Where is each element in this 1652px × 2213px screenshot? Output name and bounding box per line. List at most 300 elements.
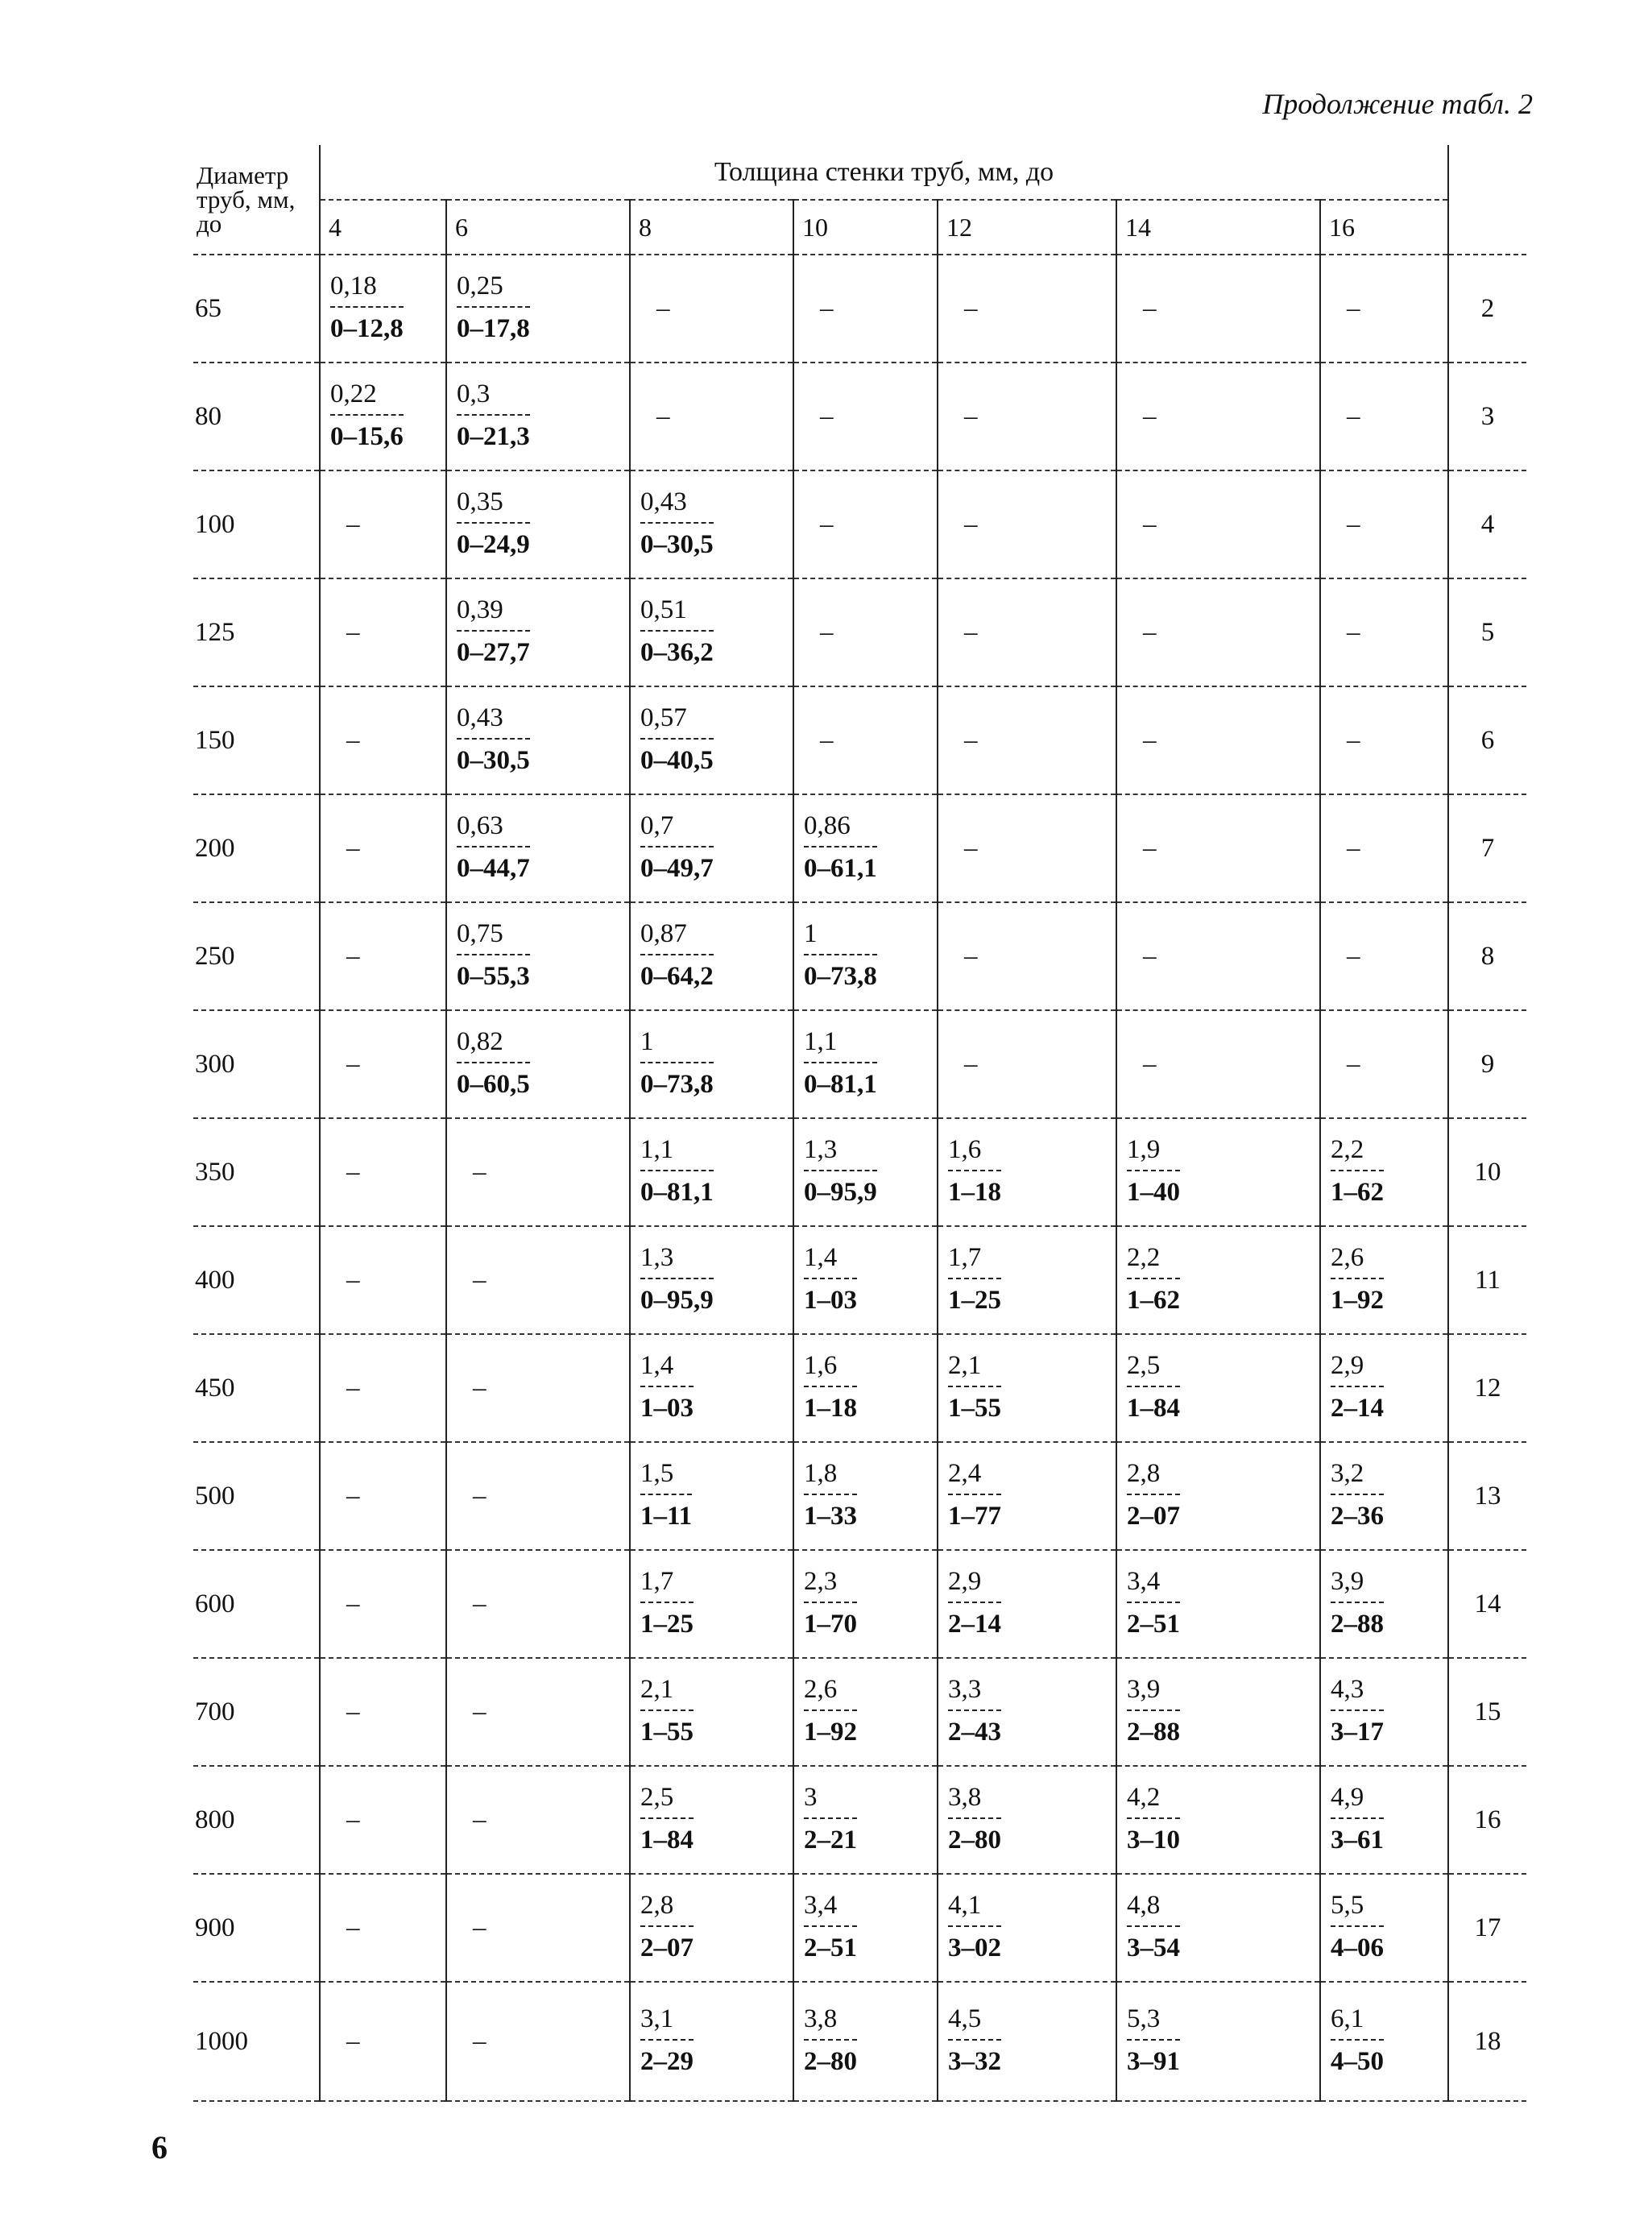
value-cell [320, 1226, 446, 1334]
empty-dash: – [964, 725, 978, 755]
fraction-denominator: 1–03 [804, 1286, 857, 1315]
fraction [640, 2006, 694, 2075]
empty-dash: – [346, 1157, 360, 1187]
fraction [640, 597, 714, 666]
value-cell [1320, 1010, 1448, 1118]
value-cell [938, 686, 1116, 794]
fraction [948, 1676, 1001, 1746]
row-number: 14 [1448, 1550, 1526, 1658]
fraction-numerator: 1 [804, 919, 818, 948]
value-cell [320, 1766, 446, 1874]
row-number: 5 [1448, 578, 1526, 686]
fraction-numerator: 0,57 [640, 703, 687, 732]
thickness-header: Толщина стенки труб, мм, до [320, 145, 1448, 200]
empty-dash: – [346, 1805, 360, 1834]
diameter-cell: 900 [193, 1874, 320, 1982]
value-cell [793, 1118, 938, 1226]
empty-dash: – [964, 401, 978, 431]
value-cell [446, 902, 630, 1010]
fraction-denominator: 1–55 [948, 1394, 1001, 1423]
value-cell [793, 1334, 938, 1442]
empty-dash: – [1143, 293, 1157, 323]
diameter-header: Диаметр труб, мм, до [193, 145, 320, 255]
fraction [948, 1784, 1001, 1854]
value-cell [446, 794, 630, 902]
fraction [1127, 1676, 1180, 1746]
fraction-numerator: 0,86 [804, 811, 851, 840]
table-row [193, 1118, 1526, 1226]
fraction-numerator: 0,22 [330, 379, 377, 408]
row-number: 10 [1448, 1118, 1526, 1226]
fraction [804, 1029, 877, 1098]
fraction-denominator: 1–62 [1127, 1286, 1180, 1315]
fraction [640, 1784, 694, 1854]
value-cell [320, 1658, 446, 1766]
value-cell [793, 1226, 938, 1334]
fraction [804, 1892, 857, 1962]
fraction-numerator: 1,3 [804, 1135, 838, 1164]
fraction [804, 2006, 857, 2075]
fraction-denominator: 3–10 [1127, 1826, 1180, 1855]
table-row [193, 1658, 1526, 1766]
value-cell [938, 794, 1116, 902]
empty-dash: – [346, 1481, 360, 1511]
value-cell [1320, 1658, 1448, 1766]
fraction-numerator: 6,1 [1331, 2004, 1364, 2033]
value-cell [1116, 470, 1320, 578]
empty-dash: – [473, 1697, 486, 1726]
value-cell [1320, 686, 1448, 794]
fraction-denominator: 1–84 [640, 1826, 694, 1855]
fraction-numerator: 4,1 [948, 1891, 982, 1920]
empty-dash: – [1347, 401, 1360, 431]
table-row [193, 470, 1526, 578]
value-cell [630, 1118, 793, 1226]
value-cell [446, 1658, 630, 1766]
fraction-denominator: 1–18 [948, 1178, 1001, 1207]
fraction-denominator: 1–40 [1127, 1178, 1180, 1207]
value-cell [446, 1442, 630, 1550]
fraction [948, 2006, 1001, 2075]
fraction-numerator: 3,9 [1127, 1675, 1161, 1704]
fraction-denominator: 1–62 [1331, 1178, 1384, 1207]
value-cell [320, 470, 446, 578]
diameter-cell: 600 [193, 1550, 320, 1658]
fraction-numerator: 0,43 [457, 703, 503, 732]
value-cell [1320, 902, 1448, 1010]
diameter-cell: 500 [193, 1442, 320, 1550]
value-cell [1116, 1874, 1320, 1982]
empty-dash: – [346, 941, 360, 971]
fraction [804, 1353, 857, 1422]
fraction-denominator: 4–06 [1331, 1933, 1384, 1962]
fraction-numerator: 3,4 [1127, 1567, 1161, 1596]
fraction [1127, 1784, 1180, 1854]
empty-dash: – [1347, 293, 1360, 323]
table-row [193, 1010, 1526, 1118]
fraction-numerator: 1,7 [948, 1243, 982, 1272]
fraction [640, 1029, 714, 1098]
fraction-numerator: 1,5 [640, 1459, 674, 1488]
value-cell [793, 1982, 938, 2101]
value-cell [1320, 1226, 1448, 1334]
fraction-numerator: 1,7 [640, 1567, 674, 1596]
value-cell [793, 1010, 938, 1118]
value-cell [1116, 1766, 1320, 1874]
empty-dash: – [964, 833, 978, 863]
empty-dash: – [964, 293, 978, 323]
fraction-denominator: 0–95,9 [804, 1178, 877, 1207]
fraction-denominator: 0–95,9 [640, 1286, 714, 1315]
fraction-numerator: 2,3 [804, 1567, 838, 1596]
fraction-denominator: 2–29 [640, 2047, 694, 2076]
value-cell [793, 255, 938, 363]
fraction-numerator: 3 [804, 1783, 818, 1812]
value-cell [1116, 578, 1320, 686]
value-cell [938, 1442, 1116, 1550]
fraction-numerator: 2,8 [640, 1891, 674, 1920]
fraction [804, 1245, 857, 1314]
fraction-denominator: 1–03 [640, 1394, 694, 1423]
fraction-denominator: 0–36,2 [640, 638, 714, 667]
fraction-denominator: 2–43 [948, 1718, 1001, 1747]
value-cell [1320, 794, 1448, 902]
value-cell [630, 578, 793, 686]
fraction [804, 1137, 877, 1206]
fraction [640, 1461, 692, 1530]
value-cell [630, 255, 793, 363]
empty-dash: – [820, 509, 834, 539]
value-cell [446, 1226, 630, 1334]
value-cell [630, 1010, 793, 1118]
fraction-denominator: 2–14 [948, 1610, 1001, 1639]
fraction [330, 273, 404, 342]
value-cell [1116, 1334, 1320, 1442]
value-cell [793, 363, 938, 470]
fraction [948, 1461, 1001, 1530]
value-cell [793, 470, 938, 578]
fraction-denominator: 2–51 [804, 1933, 857, 1962]
fraction [1331, 1892, 1384, 1962]
table-row [193, 255, 1526, 363]
value-cell [630, 1334, 793, 1442]
fraction-numerator: 0,51 [640, 595, 687, 624]
empty-dash: – [473, 1157, 486, 1187]
fraction-denominator: 0–60,5 [457, 1070, 530, 1099]
empty-dash: – [1347, 725, 1360, 755]
value-cell [938, 470, 1116, 578]
fraction-numerator: 1 [640, 1027, 654, 1056]
empty-dash: – [473, 1373, 486, 1403]
empty-dash: – [473, 1913, 486, 1942]
row-number: 11 [1448, 1226, 1526, 1334]
value-cell [938, 1550, 1116, 1658]
row-number: 3 [1448, 363, 1526, 470]
fraction-denominator: 2–07 [640, 1933, 694, 1962]
fraction [457, 381, 530, 450]
fraction-denominator: 1–92 [1331, 1286, 1384, 1315]
empty-dash: – [1143, 941, 1157, 971]
value-cell [1320, 1334, 1448, 1442]
value-cell [938, 1658, 1116, 1766]
fraction [948, 1892, 1001, 1962]
fraction [804, 1461, 857, 1530]
fraction-denominator: 3–61 [1331, 1826, 1384, 1855]
fraction [640, 921, 714, 990]
fraction-numerator: 1,4 [640, 1351, 674, 1380]
fraction [948, 1569, 1001, 1638]
fraction-denominator: 0–44,7 [457, 854, 530, 883]
row-number: 18 [1448, 1982, 1526, 2101]
value-cell [630, 902, 793, 1010]
row-number: 6 [1448, 686, 1526, 794]
value-cell [630, 470, 793, 578]
empty-dash: – [346, 1589, 360, 1618]
diameter-cell: 200 [193, 794, 320, 902]
row-number: 17 [1448, 1874, 1526, 1982]
value-cell [938, 1766, 1116, 1874]
value-cell [793, 1874, 938, 1982]
diameter-cell: 450 [193, 1334, 320, 1442]
empty-dash: – [473, 1589, 486, 1618]
fraction-numerator: 1,9 [1127, 1135, 1161, 1164]
fraction [1127, 1569, 1180, 1638]
value-cell [446, 578, 630, 686]
empty-dash: – [820, 401, 834, 431]
fraction [1331, 1137, 1384, 1206]
value-cell [446, 1118, 630, 1226]
value-cell [938, 1334, 1116, 1442]
empty-dash: – [656, 293, 670, 323]
fraction-denominator: 1–84 [1127, 1394, 1180, 1423]
fraction [457, 273, 530, 342]
value-cell [1320, 470, 1448, 578]
empty-dash: – [473, 1481, 486, 1511]
fraction [1331, 2006, 1384, 2075]
diameter-cell: 250 [193, 902, 320, 1010]
fraction-numerator: 1,3 [640, 1243, 674, 1272]
empty-dash: – [1143, 725, 1157, 755]
value-cell [630, 1442, 793, 1550]
fraction-denominator: 0–49,7 [640, 854, 714, 883]
value-cell [320, 686, 446, 794]
fraction-denominator: 3–91 [1127, 2047, 1180, 2076]
empty-dash: – [820, 725, 834, 755]
empty-dash: – [346, 1265, 360, 1295]
fraction-denominator: 2–88 [1127, 1718, 1180, 1747]
empty-dash: – [1347, 509, 1360, 539]
value-cell [446, 686, 630, 794]
fraction-numerator: 4,2 [1127, 1783, 1161, 1812]
row-number: 15 [1448, 1658, 1526, 1766]
value-cell [1320, 1118, 1448, 1226]
fraction-numerator: 3,8 [948, 1783, 982, 1812]
table-row [193, 363, 1526, 470]
fraction-numerator: 3,4 [804, 1891, 838, 1920]
fraction-denominator: 1–92 [804, 1718, 857, 1747]
fraction [640, 1137, 714, 1206]
value-cell [1116, 794, 1320, 902]
table-row [193, 686, 1526, 794]
fraction [804, 813, 877, 882]
fraction-numerator: 2,5 [1127, 1351, 1161, 1380]
fraction [640, 705, 714, 774]
value-cell [1116, 1010, 1320, 1118]
row-number: 13 [1448, 1442, 1526, 1550]
fraction [1127, 1892, 1180, 1962]
value-cell [630, 363, 793, 470]
value-cell [793, 1766, 938, 1874]
fraction [1331, 1569, 1384, 1638]
fraction-numerator: 4,8 [1127, 1891, 1161, 1920]
empty-dash: – [1143, 1049, 1157, 1079]
row-number: 2 [1448, 255, 1526, 363]
empty-dash: – [656, 401, 670, 431]
fraction [457, 597, 530, 666]
empty-dash: – [1143, 509, 1157, 539]
value-cell [1320, 578, 1448, 686]
empty-dash: – [346, 509, 360, 539]
empty-dash: – [820, 293, 834, 323]
fraction-denominator: 1–25 [640, 1610, 694, 1639]
fraction-numerator: 3,3 [948, 1675, 982, 1704]
empty-dash: – [1143, 617, 1157, 647]
fraction-numerator: 2,8 [1127, 1459, 1161, 1488]
empty-dash: – [346, 617, 360, 647]
value-cell [1116, 1442, 1320, 1550]
value-cell [446, 363, 630, 470]
value-cell [630, 686, 793, 794]
value-cell [1320, 1550, 1448, 1658]
fraction-denominator: 2–14 [1331, 1394, 1384, 1423]
column-header-8: 8 [630, 200, 793, 255]
value-cell [1116, 1658, 1320, 1766]
value-cell [938, 1982, 1116, 2101]
empty-dash: – [473, 1805, 486, 1834]
empty-dash: – [1347, 1049, 1360, 1079]
value-cell [938, 1226, 1116, 1334]
fraction [640, 1353, 694, 1422]
value-cell [793, 578, 938, 686]
value-cell [320, 578, 446, 686]
fraction-denominator: 0–55,3 [457, 962, 530, 991]
fraction-denominator: 0–73,8 [804, 962, 877, 991]
fraction [1127, 1353, 1180, 1422]
fraction-denominator: 4–50 [1331, 2047, 1384, 2076]
fraction [948, 1137, 1001, 1206]
value-cell [446, 1766, 630, 1874]
value-cell [446, 1010, 630, 1118]
row-number: 9 [1448, 1010, 1526, 1118]
fraction [1127, 1245, 1180, 1314]
column-header-10: 10 [793, 200, 938, 255]
fraction [1127, 1461, 1180, 1530]
fraction-numerator: 1,1 [804, 1027, 838, 1056]
fraction-denominator: 1–11 [640, 1502, 693, 1531]
fraction-denominator: 0–81,1 [804, 1070, 877, 1099]
table-row [193, 1874, 1526, 1982]
fraction-numerator: 2,9 [948, 1567, 982, 1596]
diameter-cell: 65 [193, 255, 320, 363]
fraction-numerator: 3,9 [1331, 1567, 1364, 1596]
value-cell [793, 686, 938, 794]
fraction [1331, 1245, 1384, 1314]
fraction-denominator: 3–54 [1127, 1933, 1180, 1962]
value-cell [630, 1226, 793, 1334]
value-cell [1116, 1226, 1320, 1334]
value-cell [320, 1874, 446, 1982]
fraction-numerator: 2,2 [1331, 1135, 1364, 1164]
fraction [457, 489, 530, 558]
value-cell [630, 794, 793, 902]
fraction-numerator: 2,6 [1331, 1243, 1364, 1272]
fraction [804, 1569, 857, 1638]
table-body [193, 255, 1526, 2101]
fraction-denominator: 0–17,8 [457, 314, 530, 343]
value-cell [1116, 255, 1320, 363]
value-cell [446, 1874, 630, 1982]
fraction-numerator: 1,4 [804, 1243, 838, 1272]
value-cell [1116, 686, 1320, 794]
value-cell [1320, 255, 1448, 363]
value-cell [320, 1550, 446, 1658]
value-cell [1320, 1442, 1448, 1550]
table-row [193, 1334, 1526, 1442]
fraction-denominator: 0–30,5 [457, 746, 530, 775]
fraction-denominator: 2–51 [1127, 1610, 1180, 1639]
table-row [193, 1226, 1526, 1334]
fraction-numerator: 5,3 [1127, 2004, 1161, 2033]
empty-dash: – [964, 617, 978, 647]
diameter-cell: 300 [193, 1010, 320, 1118]
fraction-numerator: 0,18 [330, 271, 377, 300]
table-row [193, 1550, 1526, 1658]
fraction-denominator: 3–17 [1331, 1718, 1384, 1747]
fraction-denominator: 0–27,7 [457, 638, 530, 667]
column-header-16: 16 [1320, 200, 1448, 255]
row-number: 7 [1448, 794, 1526, 902]
fraction-denominator: 0–24,9 [457, 530, 530, 559]
fraction-numerator: 2,1 [640, 1675, 674, 1704]
fraction-numerator: 2,6 [804, 1675, 838, 1704]
value-cell [320, 1442, 446, 1550]
diameter-cell: 80 [193, 363, 320, 470]
fraction-denominator: 2–88 [1331, 1610, 1384, 1639]
value-cell [320, 1118, 446, 1226]
fraction-denominator: 0–40,5 [640, 746, 714, 775]
value-cell [630, 1874, 793, 1982]
value-cell [630, 1658, 793, 1766]
value-cell [793, 794, 938, 902]
fraction-denominator: 2–80 [804, 2047, 857, 2076]
diameter-cell: 125 [193, 578, 320, 686]
fraction-numerator: 3,2 [1331, 1459, 1364, 1488]
value-cell [320, 1334, 446, 1442]
fraction-denominator: 2–21 [804, 1826, 857, 1855]
fraction [1127, 1137, 1180, 1206]
diameter-cell: 350 [193, 1118, 320, 1226]
diameter-cell: 1000 [193, 1982, 320, 2101]
value-cell [938, 255, 1116, 363]
column-header-14: 14 [1116, 200, 1320, 255]
fraction-numerator: 2,4 [948, 1459, 982, 1488]
value-cell [1320, 1982, 1448, 2101]
fraction [640, 1245, 714, 1314]
fraction-numerator: 0,87 [640, 919, 687, 948]
empty-dash: – [964, 941, 978, 971]
fraction-numerator: 0,35 [457, 487, 503, 516]
value-cell [320, 255, 446, 363]
